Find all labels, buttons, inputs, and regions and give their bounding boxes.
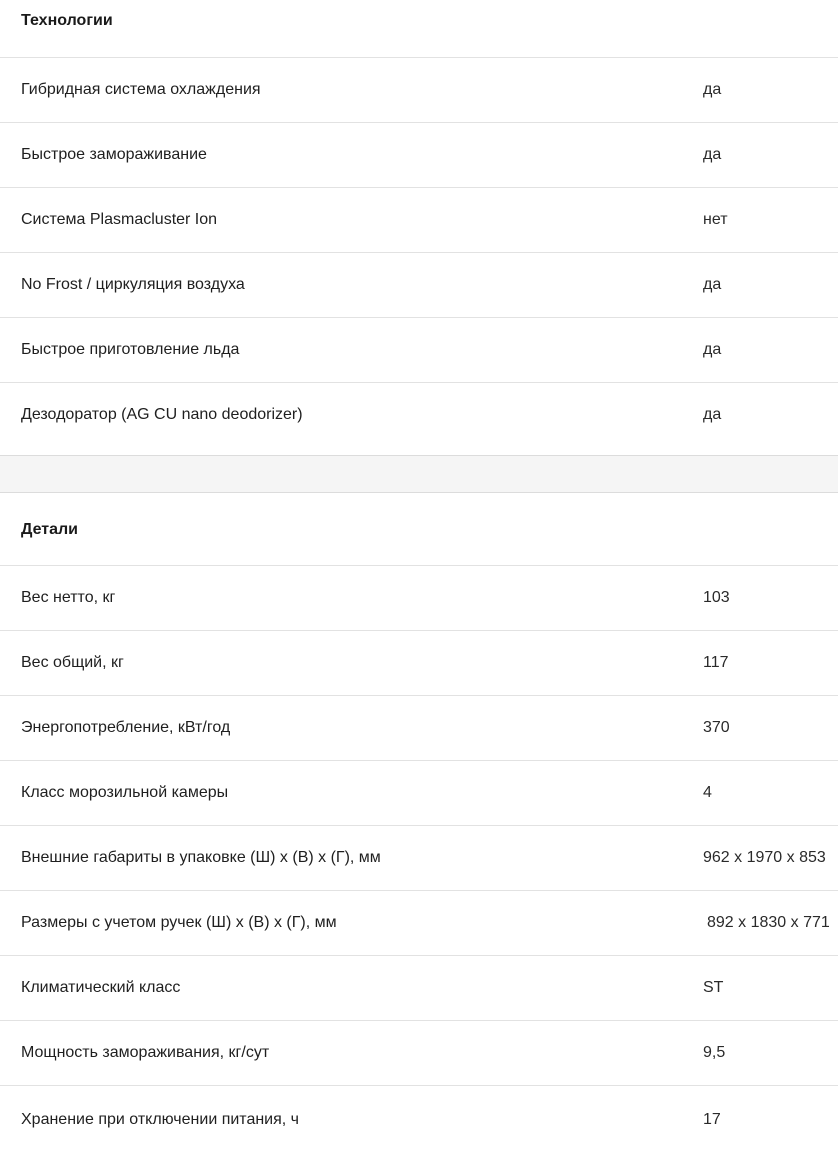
section-title: Технологии	[21, 12, 113, 29]
section-title: Детали	[21, 521, 79, 538]
spec-label: Вес нетто, кг	[21, 589, 116, 606]
spec-label: Внешние габариты в упаковке (Ш) х (В) х (Г), мм	[21, 849, 381, 866]
spec-label: Быстрое замораживание	[21, 146, 207, 163]
spec-row-hybrid-cooling	[0, 58, 838, 123]
spec-value: нет	[703, 211, 728, 228]
spec-row-deodorizer	[0, 383, 838, 456]
spec-row-dimensions-with-handles	[0, 891, 838, 956]
spec-label: Хранение при отключении питания, ч	[21, 1111, 300, 1128]
spec-row-freezer-class	[0, 761, 838, 826]
spec-value: 103	[703, 589, 730, 606]
spec-value: 9,5	[703, 1044, 726, 1061]
spec-value: да	[703, 81, 722, 98]
spec-label: Класс морозильной камеры	[21, 784, 229, 801]
spec-value: да	[703, 341, 722, 358]
spec-value: ST	[703, 979, 724, 996]
spec-row-plasmacluster	[0, 188, 838, 253]
spec-label: Дезодоратор (AG CU nano deodorizer)	[21, 406, 303, 423]
spec-row-climate-class	[0, 956, 838, 1021]
spec-label: Быстрое приготовление льда	[21, 341, 240, 358]
technologies-section	[0, 0, 838, 456]
spec-label: Гибридная система охлаждения	[21, 81, 261, 98]
spec-row-fast-freeze	[0, 123, 838, 188]
spec-value: 117	[703, 654, 729, 671]
spec-row-gross-weight	[0, 631, 838, 696]
spec-value: да	[703, 276, 722, 293]
details-section	[0, 493, 838, 1150]
spec-value: 370	[703, 719, 730, 736]
details-heading	[0, 493, 838, 566]
spec-value: да	[703, 146, 722, 163]
spec-row-energy	[0, 696, 838, 761]
spec-label: Система Plasmacluster Ion	[21, 211, 218, 228]
spec-label: Климатический класс	[21, 979, 181, 996]
spec-row-no-frost	[0, 253, 838, 318]
spec-row-net-weight	[0, 566, 838, 631]
spec-label: Мощность замораживания, кг/сут	[21, 1044, 270, 1061]
spec-value: 17	[703, 1111, 721, 1128]
spec-value: 4	[703, 784, 712, 801]
spec-label: No Frost / циркуляция воздуха	[21, 276, 245, 293]
technologies-heading	[0, 0, 838, 58]
spec-row-package-dimensions	[0, 826, 838, 891]
spec-row-freezing-capacity	[0, 1021, 838, 1086]
spec-label: Размеры с учетом ручек (Ш) х (В) х (Г), мм	[21, 914, 337, 931]
spec-row-power-outage-storage	[0, 1086, 838, 1150]
spec-value: да	[703, 406, 722, 423]
spec-row-fast-ice	[0, 318, 838, 383]
spec-label: Энергопотребление, кВт/год	[21, 719, 231, 736]
spec-value: 892 х 1830 х 771	[707, 914, 830, 931]
spec-label: Вес общий, кг	[21, 654, 124, 671]
section-divider	[0, 456, 838, 493]
spec-value: 962 х 1970 х 853	[703, 849, 826, 866]
